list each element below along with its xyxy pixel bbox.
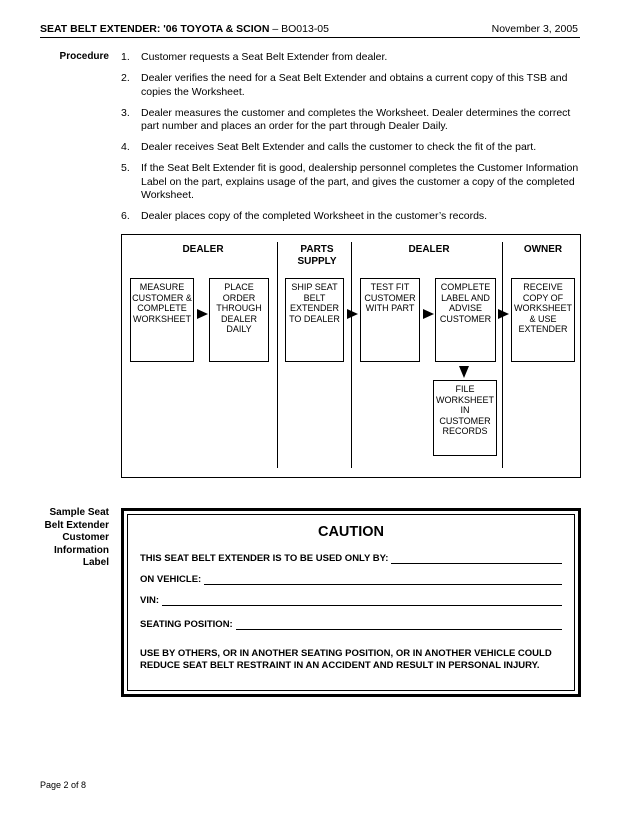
step-number: 3. — [121, 106, 130, 119]
flow-step-receive-copy: RECEIVE COPY OF WORKSHEET & USE EXTENDER — [511, 278, 575, 362]
step-number: 4. — [121, 141, 130, 153]
step-text: Customer requests a Seat Belt Extender from dealer. — [141, 51, 388, 63]
column-header-dealer: DEALER — [182, 244, 224, 255]
flow-step-place-order: PLACE ORDER THROUGH DEALER DAILY — [209, 278, 269, 362]
caution-label — [121, 508, 581, 697]
flow-step-ship: SHIP SEAT BELT EXTENDER TO DEALER — [285, 278, 344, 362]
page-number: Page 2 of 8 — [40, 780, 87, 790]
procedure-step — [121, 107, 581, 134]
step-text: Dealer measures the customer and completes the Worksheet. Dealer determines the correct part number and places an order for the part through Dealer Daily. — [141, 106, 571, 132]
arrow-right-icon — [498, 309, 509, 319]
procedure-step — [121, 162, 581, 203]
field-vin — [140, 595, 562, 606]
field-seating-position — [140, 619, 562, 630]
column-header-owner: OWNER — [523, 244, 563, 255]
arrow-right-icon — [423, 309, 434, 319]
blank-line — [391, 554, 562, 564]
procedure-step — [121, 51, 581, 65]
blank-line — [236, 620, 562, 630]
procedure-step — [121, 210, 581, 224]
column-divider — [277, 242, 278, 468]
step-text: Dealer receives Seat Belt Extender and calls the customer to check the fit of the part. — [141, 141, 537, 153]
column-header-parts-supply: PARTS SUPPLY — [297, 244, 337, 267]
arrow-down-icon — [459, 366, 469, 378]
title-separator: – — [272, 23, 279, 35]
procedure-step — [121, 141, 581, 155]
label-heading: Sample Seat Belt Extender Customer Information Label — [44, 507, 109, 568]
caution-warning-text: USE BY OTHERS, OR IN ANOTHER SEATING POSITION, OR IN ANOTHER VEHICLE COULD REDUCE SEAT BELT RESTRAINT IN AN ACCIDENT AND RESULT IN PERSONAL INJURY. — [140, 648, 552, 671]
step-text: Dealer places copy of the completed Worksheet in the customer’s records. — [141, 210, 488, 222]
document-title — [40, 23, 329, 35]
column-divider — [351, 242, 352, 468]
bulletin-code: BO013-05 — [281, 23, 329, 35]
column-header-dealer-2: DEALER — [408, 244, 450, 255]
header-divider — [40, 37, 580, 38]
document-date: November 3, 2005 — [491, 23, 578, 35]
flow-step-complete-label: COMPLETE LABEL AND ADVISE CUSTOMER — [435, 278, 496, 362]
step-number: 1. — [121, 51, 130, 63]
field-vehicle — [140, 574, 562, 585]
flow-step-measure: MEASURE CUSTOMER & COMPLETE WORKSHEET — [130, 278, 194, 362]
title-text: SEAT BELT EXTENDER: '06 TOYOTA & SCION — [40, 23, 270, 35]
field-label: ON VEHICLE: — [140, 574, 202, 585]
flow-step-test-fit: TEST FIT CUSTOMER WITH PART — [360, 278, 420, 362]
field-label: VIN: — [140, 595, 159, 606]
column-divider — [502, 242, 503, 468]
procedure-steps — [121, 51, 581, 231]
field-label: SEATING POSITION: — [140, 619, 233, 630]
blank-line — [162, 596, 562, 606]
step-number: 6. — [121, 210, 130, 222]
caution-label-inner — [127, 514, 575, 691]
arrow-right-icon — [197, 309, 208, 319]
field-authorized-user — [140, 553, 562, 564]
step-number: 5. — [121, 162, 130, 174]
arrow-right-icon — [347, 309, 358, 319]
process-flowchart — [121, 234, 581, 478]
blank-line — [204, 575, 562, 585]
flow-step-file-worksheet: FILE WORKSHEET IN CUSTOMER RECORDS — [433, 380, 497, 456]
caution-title: CAUTION — [317, 524, 385, 540]
step-text: Dealer verifies the need for a Seat Belt Extender and obtains a current copy of this TSB and copies the Worksheet. — [141, 72, 568, 98]
step-text: If the Seat Belt Extender fit is good, dealership personnel completes the Customer Information Label on the part, explains usage of the part, and gives the customer a copy of the completed Worksheet. — [141, 162, 579, 201]
procedure-label: Procedure — [59, 51, 109, 62]
field-label: THIS SEAT BELT EXTENDER IS TO BE USED ONLY BY: — [140, 553, 389, 564]
step-number: 2. — [121, 72, 130, 84]
procedure-step — [121, 72, 581, 99]
